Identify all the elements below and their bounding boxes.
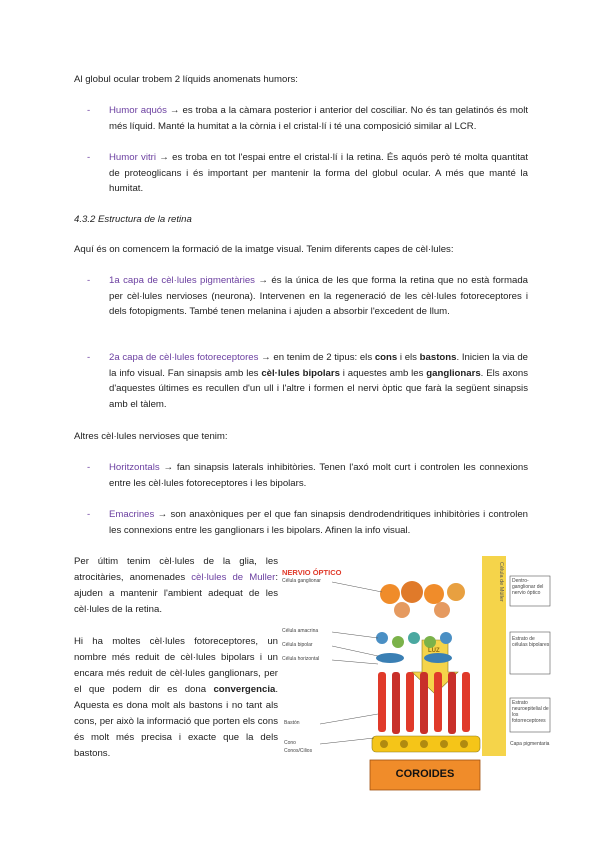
term-humor-vitri: Humor vitri bbox=[109, 152, 156, 163]
list-item-capa1 bbox=[87, 273, 528, 320]
bullet-dash: - bbox=[87, 462, 91, 473]
label-estrato-neuroepitelial: Estrato neuroepitelial de los fotorreceptores bbox=[512, 700, 549, 724]
list-item-capa2 bbox=[87, 350, 528, 412]
term-capa2: 2a capa de cèl·lules fotoreceptores bbox=[109, 352, 259, 363]
muller-label: Célula de Müller bbox=[498, 562, 504, 602]
list-item-horitzontals bbox=[87, 460, 528, 491]
bullet-dash: - bbox=[87, 105, 91, 116]
bullet-dash: - bbox=[87, 152, 91, 163]
bold-convergencia: convergencia bbox=[213, 684, 276, 695]
nervio-optico-label: NERVIO ÓPTICO bbox=[282, 568, 342, 577]
arrow-icon: → bbox=[159, 152, 169, 163]
glia-paragraph bbox=[74, 554, 278, 618]
horitzontals-text: fan sinapsis laterals inhibitòries. Tenen l'axó molt curt i controlen les connexions entre les cèl·lules fotoreceptores i les bipolars. bbox=[109, 462, 528, 489]
humor-aquos-text: es troba a la càmara posterior i anterior del cosciliar. No és tan gelatinós és molt més líquid. Manté la humitat a la còrnia i el cristal·lí i té una composició similar al LCR. bbox=[109, 105, 528, 132]
term-muller: cèl·lules de Muller bbox=[191, 572, 276, 583]
bold-cons: cons bbox=[374, 352, 398, 363]
pigment-layer bbox=[372, 736, 480, 752]
glia-text-1: Per últim tenim cèl·lules de la glia, les atrocitàries, anomenades bbox=[74, 556, 278, 583]
term-capa1: 1a capa de cèl·lules pigmentàries bbox=[109, 275, 255, 286]
side-text-column bbox=[74, 554, 278, 762]
label-luz: LUZ bbox=[428, 648, 440, 654]
bold-bipolars: cèl·lules bipolars bbox=[261, 367, 340, 379]
bullet-dash: - bbox=[87, 352, 91, 363]
arrow-icon: → bbox=[169, 105, 180, 116]
label-baston: Bastón bbox=[284, 720, 300, 726]
list-item-humor-vitri bbox=[87, 150, 528, 197]
capa2-text-1: en tenim de 2 tipus: els bbox=[270, 352, 375, 363]
capes-intro: Aquí és on comencem la formació de la imatge visual. Tenim diferents capes de cèl·lules: bbox=[74, 244, 454, 255]
term-humor-aquos: Humor aquós bbox=[109, 105, 167, 116]
emacrines-text: son anaxòniques per el que fan sinapsis dendrodendritiques inhibitòries i controlen les connexions entre les ganglionars i les bipolars. Afinen la info visual. bbox=[109, 509, 528, 536]
arrow-icon: → bbox=[163, 462, 174, 473]
section-heading: 4.3.2 Estructura de la retina bbox=[74, 214, 192, 225]
list-item-humor-aquos bbox=[87, 103, 528, 134]
arrow-icon: → bbox=[157, 509, 168, 520]
bullet-dash: - bbox=[87, 275, 91, 286]
label-cono: Cono bbox=[284, 740, 296, 746]
term-emacrines: Emacrines bbox=[109, 509, 155, 520]
intro-text: Al globul ocular trobem 2 líquids anomenats humors: bbox=[74, 74, 298, 85]
capa2-text-5: . Els axons d'aquestes últimes es recullen d'un ull i l'altre i formen el nervi òptic que farà la següent sinapsis amb el tàlem. bbox=[109, 367, 528, 410]
leader-lines bbox=[320, 582, 382, 744]
label-ganglionar: Célula ganglionar bbox=[282, 578, 321, 584]
convergencia-text-1: Hi ha moltes cèl·lules fotoreceptores, un nombre més reduit de cèl·lules bipolars i un encara més reduit de cèl·lules ganglionars, per el que podem dir es dona bbox=[74, 636, 278, 695]
label-horizontal: Célula horizontal bbox=[282, 656, 320, 662]
convergencia-paragraph bbox=[74, 634, 278, 762]
humor-vitri-text: es troba en tot l'espai entre el cristal·lí i la retina. És aquós però té molta quantitat de proteoglicans i és important per mantenir la forma del globul ocular. A més que manté la humitat. bbox=[109, 152, 528, 195]
label-dentro-ganglionar: Dentro-ganglionar del nervio óptico bbox=[512, 578, 544, 596]
label-conos-cilios: Conos/Cilios bbox=[284, 748, 313, 754]
retina-diagram bbox=[282, 548, 554, 796]
coroides-label: COROIDES bbox=[395, 768, 455, 780]
bold-bastons: bastons bbox=[419, 352, 457, 363]
capa2-text-4: i aquestes amb les bbox=[339, 367, 427, 379]
convergencia-text-2: . Aquesta es dona molt als bastons i no tant als cons, per això la informació que porten els cons és molt més precisa i exacte que la dels bastons. bbox=[74, 684, 278, 759]
capa2-text-3: . Inicien la via de la info visual. Fan sinapsis amb les bbox=[109, 352, 528, 379]
label-amacrina: Célula amacrina bbox=[282, 628, 319, 634]
label-capa-pigmentaria: Capa pigmentaria bbox=[510, 741, 550, 747]
glia-text-2: : ajuden a mantenir l'ambient adequat de les cèl·lules de la retina. bbox=[74, 572, 278, 615]
altres-intro: Altres cèl·lules nervioses que tenim: bbox=[74, 431, 228, 442]
capa2-text-2: i els bbox=[397, 352, 420, 363]
list-item-emacrines bbox=[87, 507, 528, 538]
term-horitzontals: Horitzontals bbox=[109, 462, 160, 473]
label-estrato-bipolares: Estrato de células bipolares bbox=[512, 636, 550, 648]
ganglion-cells bbox=[380, 581, 465, 618]
capa1-text: és la única de les que forma la retina que no està formada per cèl·lules nervioses (neurona). Intervenen en la regeneració de les cèl·lules fotoreceptores i dels fotopigments. També tenen melanina i ajuden a absorbir l'excedent de llum. bbox=[109, 275, 528, 318]
arrow-icon: → bbox=[261, 352, 271, 363]
label-bipolar: Célula bipolar bbox=[282, 642, 313, 648]
bold-ganglionars: ganglionars bbox=[426, 367, 481, 379]
arrow-icon: → bbox=[258, 275, 268, 286]
photoreceptors bbox=[378, 672, 470, 734]
bullet-dash: - bbox=[87, 509, 91, 520]
